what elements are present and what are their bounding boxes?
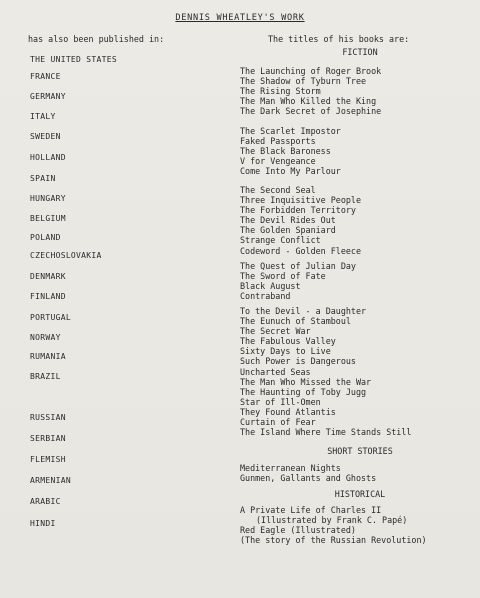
- country-poland: POLAND: [30, 233, 61, 242]
- titles-header: The titles of his books are:: [268, 34, 410, 44]
- country-armenian: ARMENIAN: [30, 476, 71, 485]
- book-title: The Quest of Julian Day: [240, 261, 356, 271]
- book-title: The Forbidden Territory: [240, 205, 356, 216]
- book-title: The Secret War: [240, 326, 311, 337]
- fiction-group-1: [240, 66, 381, 116]
- country-russian: RUSSIAN: [30, 413, 66, 422]
- book-title: The Launching of Roger Brook: [240, 66, 382, 76]
- country-brazil: BRAZIL: [30, 372, 61, 381]
- country-rumania: RUMANIA: [30, 352, 66, 361]
- book-title: The Man Who Missed the War: [240, 376, 372, 387]
- book-title: The Golden Spaniard: [240, 225, 336, 236]
- book-title: Codeword - Golden Fleece: [240, 245, 362, 256]
- country-denmark: DENMARK: [30, 272, 66, 281]
- book-title: Sixty Days to Live: [240, 346, 331, 357]
- book-title: The Haunting of Toby Jugg: [240, 386, 367, 397]
- country-norway: NORWAY: [30, 333, 61, 342]
- country-flemish: FLEMISH: [30, 455, 66, 464]
- book-note: (Illustrated by Frank C. Papé): [256, 515, 408, 526]
- book-title: The Shadow of Tyburn Tree: [240, 76, 367, 87]
- book-title: Red Eagle (Illustrated): [240, 525, 356, 536]
- country-portugal: PORTUGAL: [30, 313, 71, 322]
- book-title: The Island Where Time Stands Still: [240, 427, 412, 438]
- country-arabic: ARABIC: [30, 497, 61, 506]
- book-title: The Rising Storm: [240, 86, 321, 97]
- book-title: Black August: [240, 281, 301, 292]
- country-finland: FINLAND: [30, 292, 66, 301]
- page-title: DENNIS WHEATLEY'S WORK: [175, 13, 305, 23]
- fiction-group-4: [240, 261, 356, 301]
- book-title: The Fabulous Valley: [240, 336, 336, 347]
- country-united-states: THE UNITED STATES: [30, 55, 117, 64]
- country-germany: GERMANY: [30, 92, 66, 101]
- book-title: Gunmen, Gallants and Ghosts: [240, 473, 377, 484]
- book-title: A Private Life of Charles II: [240, 505, 382, 515]
- historical-list: [240, 505, 427, 545]
- country-hungary: HUNGARY: [30, 194, 66, 203]
- book-title: The Scarlet Impostor: [240, 126, 341, 136]
- short-stories-list: [240, 463, 376, 483]
- book-title: Contraband: [240, 291, 291, 302]
- book-note: (The story of the Russian Revolution): [240, 535, 427, 546]
- book-title: Uncharted Seas: [240, 366, 311, 377]
- fiction-group-3: [240, 185, 361, 256]
- country-belgium: BELGIUM: [30, 214, 66, 223]
- book-title: The Eunuch of Stamboul: [240, 316, 351, 327]
- book-title: Curtain of Fear: [240, 417, 316, 428]
- book-title: Three Inquisitive People: [240, 195, 362, 206]
- country-italy: ITALY: [30, 112, 56, 121]
- fiction-group-2: [240, 126, 341, 176]
- country-serbian: SERBIAN: [30, 434, 66, 443]
- book-title: Mediterranean Nights: [240, 463, 341, 473]
- published-in-header: has also been published in:: [28, 34, 165, 44]
- country-france: FRANCE: [30, 72, 61, 81]
- book-title: The Sword of Fate: [240, 271, 326, 282]
- book-title: Such Power is Dangerous: [240, 356, 356, 367]
- book-title: Star of Ill-Omen: [240, 396, 321, 407]
- book-title: V for Vengeance: [240, 156, 316, 167]
- country-spain: SPAIN: [30, 174, 56, 183]
- book-title: The Man Who Killed the King: [240, 96, 377, 107]
- short-stories-heading: SHORT STORIES: [327, 446, 393, 456]
- book-title: The Second Seal: [240, 185, 316, 195]
- book-title: Strange Conflict: [240, 235, 321, 246]
- book-title: Come Into My Parlour: [240, 166, 341, 177]
- book-title: The Devil Rides Out: [240, 215, 336, 226]
- book-title: To the Devil - a Daughter: [240, 306, 367, 316]
- fiction-group-5: [240, 306, 411, 437]
- country-czechoslovakia: CZECHOSLOVAKIA: [30, 251, 102, 260]
- book-title: The Dark Secret of Josephine: [240, 106, 382, 117]
- country-sweden: SWEDEN: [30, 132, 61, 141]
- fiction-heading: FICTION: [342, 47, 378, 57]
- book-title: The Black Baroness: [240, 146, 331, 157]
- country-hindi: HINDI: [30, 519, 56, 528]
- country-holland: HOLLAND: [30, 153, 66, 162]
- book-title: They Found Atlantis: [240, 406, 336, 417]
- book-title: Faked Passports: [240, 136, 316, 147]
- historical-heading: HISTORICAL: [334, 489, 386, 499]
